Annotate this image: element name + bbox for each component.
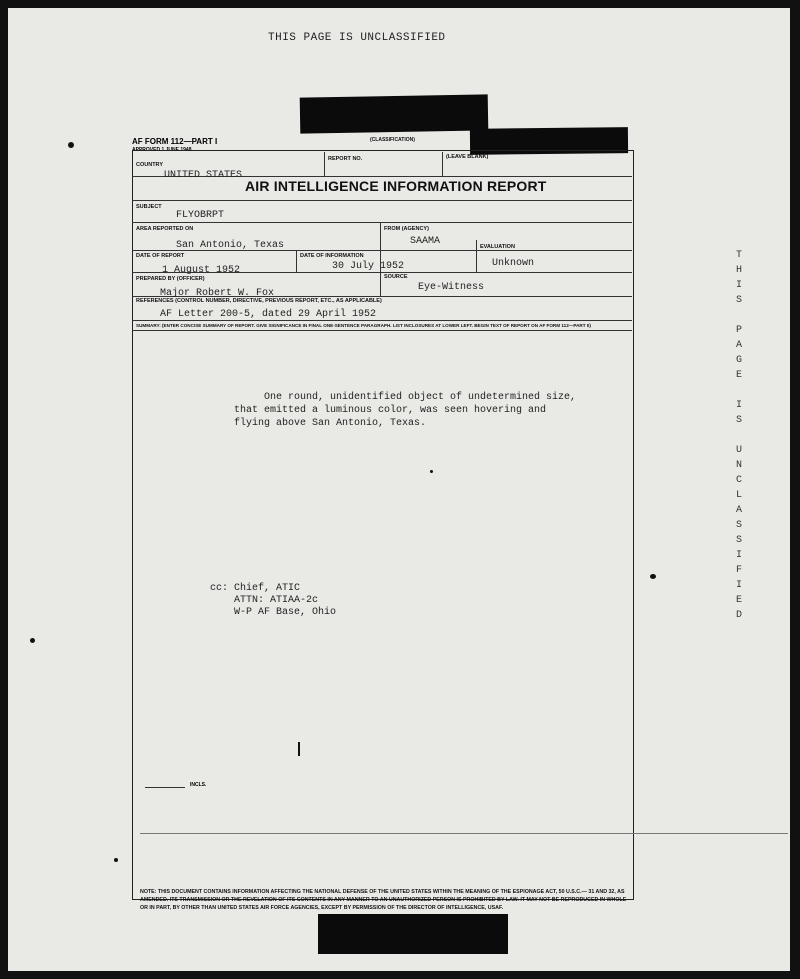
label-summary: SUMMARY: (ENTER CONCISE SUMMARY OF REPORT. GIVE SIGNIFICANCE IN FINAL ONE-SENTENCE PARAGRAPH. LIST INCLOSURES AT LOWER LEFT. BEGIN TEXT OF REPORT ON AF FORM 112—PART II)	[136, 323, 591, 328]
side-banner-letter: D	[735, 610, 742, 621]
side-banner-letter: S	[735, 415, 742, 426]
value-date-of-report: 1 August 1952	[162, 265, 241, 276]
label-from: FROM (AGENCY)	[384, 226, 429, 232]
rule	[132, 320, 632, 321]
value-subject: FLYOBRPT	[176, 210, 225, 221]
label-leave-blank: (LEAVE BLANK)	[446, 154, 489, 160]
form-approved-date: APPROVED 1 JUNE 1948	[132, 147, 192, 153]
side-banner-letter: G	[735, 355, 742, 366]
side-banner-letter: S	[735, 295, 742, 306]
redaction-top-center	[300, 94, 489, 133]
value-source: Eye-Witness	[418, 282, 485, 293]
label-area: AREA REPORTED ON	[136, 226, 194, 232]
label-date-of-report: DATE OF REPORT	[136, 253, 185, 259]
value-references: AF Letter 200-5, dated 29 April 1952	[160, 309, 377, 320]
side-banner-letter: E	[735, 370, 742, 381]
value-date-of-info: 30 July 1952	[332, 261, 405, 272]
rule	[132, 200, 632, 201]
form-name: AF FORM 112—PART I	[132, 137, 218, 146]
side-banner-letter: F	[735, 565, 742, 576]
side-banner-letter	[732, 428, 746, 443]
top-classification-banner: THIS PAGE IS UNCLASSIFIED	[268, 32, 446, 44]
side-classification-banner	[732, 248, 746, 623]
redaction-bottom	[318, 914, 508, 954]
scan-speck	[30, 638, 35, 643]
side-banner-letter	[732, 383, 746, 398]
side-banner-letter: I	[735, 280, 742, 291]
side-banner-letter: C	[735, 475, 742, 486]
rule	[324, 152, 325, 176]
side-banner-letter: E	[735, 595, 742, 606]
label-evaluation: EVALUATION	[480, 244, 515, 250]
value-country: UNITED STATES	[164, 170, 243, 181]
value-prepared-by: Major Robert W. Fox	[160, 288, 275, 299]
rule	[380, 222, 381, 296]
side-banner-letter: P	[735, 325, 742, 336]
scan-speck	[650, 574, 656, 579]
label-subject: SUBJECT	[136, 204, 162, 210]
scan-artifact-line	[140, 833, 788, 834]
rule	[132, 222, 632, 223]
side-banner-letter: L	[735, 490, 742, 501]
scan-speck	[430, 470, 433, 473]
report-title: AIR INTELLIGENCE INFORMATION REPORT	[245, 178, 547, 194]
side-banner-letter: A	[735, 340, 742, 351]
espionage-notice: NOTE: THIS DOCUMENT CONTAINS INFORMATION AFFECTING THE NATIONAL DEFENSE OF THE UNITED STATES WITHIN THE MEANING OF THE ESPIONAGE ACT, 50 U.S.C.— 31 AND 32, AS AMENDED. ITS TRANSMISSION OR THE REVELATION OF ITS CONTENTS IN ANY MANNER TO AN UNAUTHORIZED PERSON IS PROHIBITED BY LAW. IT MAY NOT BE REPRODUCED IN WHOLE OR IN PART, BY OTHER THAN UNITED STATES AIR FORCE AGENCIES, EXCEPT BY PERMISSION OF THE DIRECTOR OF INTELLIGENCE, USAF.	[140, 889, 627, 911]
scan-speck	[114, 858, 118, 862]
label-country: COUNTRY	[136, 162, 163, 168]
side-banner-letter: T	[735, 250, 742, 261]
side-banner-letter: H	[735, 265, 742, 276]
side-banner-letter: S	[735, 535, 742, 546]
side-banner-letter: S	[735, 520, 742, 531]
summary-text: One round, unidentified object of undetermined size, that emitted a luminous color, was seen hovering and flying above San Antonio, Texas.	[234, 392, 577, 429]
rule	[132, 330, 632, 331]
label-date-of-info: DATE OF INFORMATION	[300, 253, 364, 259]
rule	[296, 250, 297, 272]
side-banner-letter: A	[735, 505, 742, 516]
side-banner-letter: U	[735, 445, 742, 456]
rule	[442, 152, 443, 176]
value-evaluation: Unknown	[492, 258, 535, 269]
side-banner-letter: I	[735, 580, 742, 591]
label-references: REFERENCES (CONTROL NUMBER, DIRECTIVE, PREVIOUS REPORT, ETC., AS APPLICABLE)	[136, 298, 382, 304]
value-area: San Antonio, Texas	[176, 240, 285, 251]
label-report-no: REPORT NO.	[328, 156, 363, 162]
cc-block: cc: Chief, ATIC ATTN: ATIAA-2c W-P AF Base, Ohio	[210, 583, 337, 618]
side-banner-letter: I	[735, 550, 742, 561]
incls-line	[145, 787, 185, 788]
side-banner-letter: N	[735, 460, 742, 471]
side-banner-letter: I	[735, 400, 742, 411]
side-banner-letter	[732, 308, 746, 323]
label-source: SOURCE	[384, 274, 408, 280]
classification-label: (CLASSIFICATION)	[370, 137, 415, 143]
rule	[476, 240, 477, 272]
scan-speck	[298, 742, 300, 756]
incls-label: INCLS.	[190, 782, 207, 788]
value-from: SAAMA	[410, 236, 441, 247]
label-prepared-by: PREPARED BY (OFFICER)	[136, 276, 205, 282]
scan-speck	[68, 142, 74, 148]
